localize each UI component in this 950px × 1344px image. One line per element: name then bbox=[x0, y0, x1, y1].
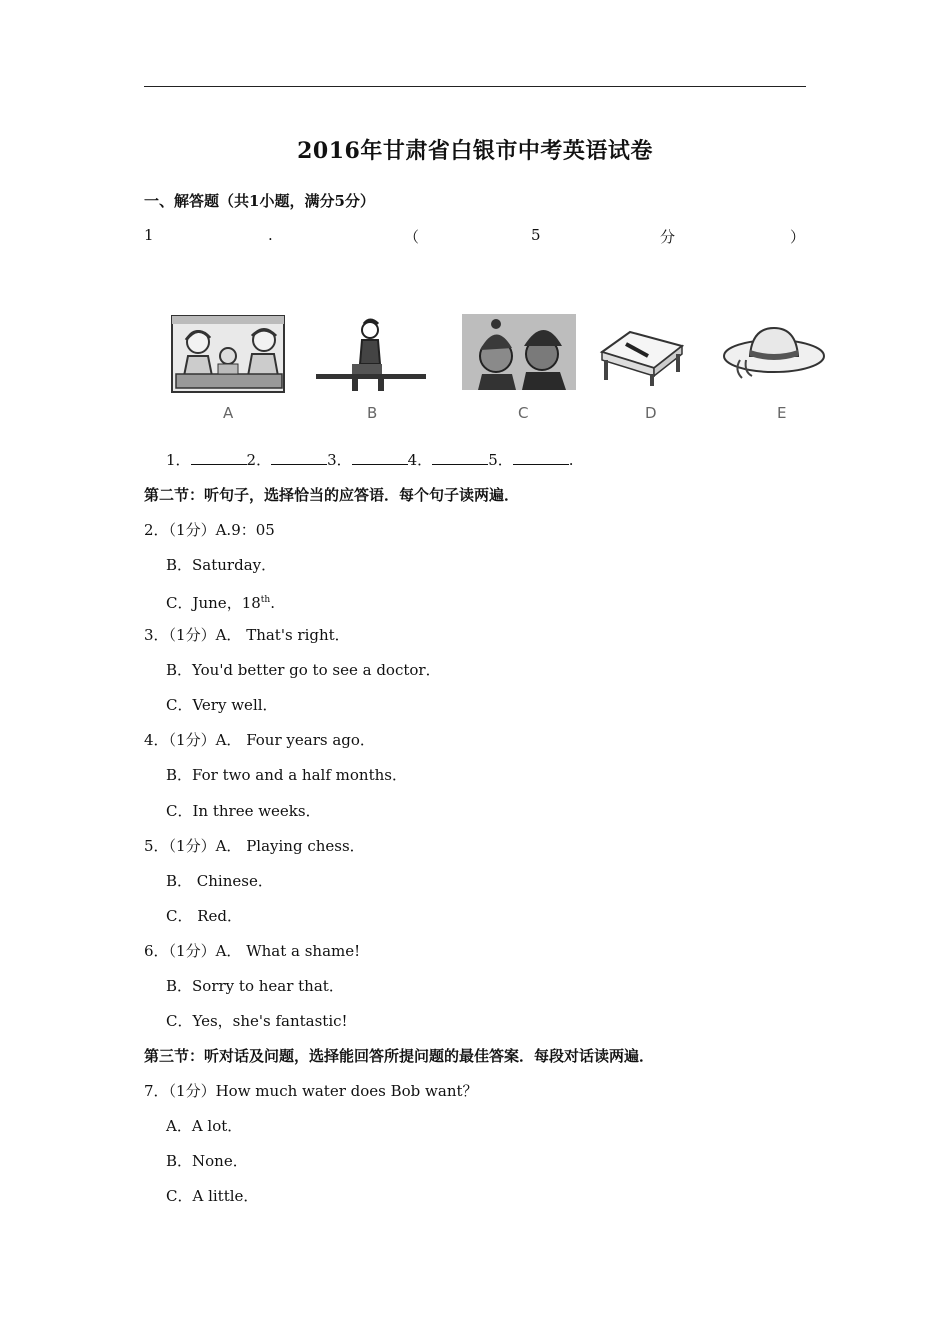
blank-1[interactable] bbox=[191, 450, 247, 465]
picture-label-c: C bbox=[518, 404, 529, 422]
q7-option-c: C．A little． bbox=[166, 1187, 259, 1205]
q1-score: 5 bbox=[531, 226, 541, 244]
q2-option-c-sup: th bbox=[260, 595, 271, 605]
q4-option-b: B．For two and a half months． bbox=[166, 766, 407, 784]
q2-option-b: B．Saturday． bbox=[166, 556, 277, 574]
question-1-row bbox=[144, 226, 804, 246]
blank-label-2: 2． bbox=[246, 451, 272, 469]
q3-stem: 3．（1分）A． That's right． bbox=[144, 626, 350, 644]
blank-label-1: 1． bbox=[166, 451, 191, 469]
picture-d-pencil-desk-image bbox=[596, 312, 684, 388]
q2-stem: 2．（1分）A.9：05 bbox=[144, 521, 275, 539]
q3-option-c: C．Very well． bbox=[166, 696, 278, 714]
blank-2[interactable] bbox=[271, 450, 327, 465]
q5-stem: 5．（1分）A． Playing chess． bbox=[144, 837, 365, 855]
q7-option-b: B．None． bbox=[166, 1152, 248, 1170]
picture-label-a: A bbox=[223, 404, 234, 422]
q2-option-c bbox=[166, 590, 275, 613]
picture-label-b: B bbox=[367, 404, 378, 422]
blank-4[interactable] bbox=[432, 450, 488, 465]
section3-heading: 第三节：听对话及问题，选择能回答所提问题的最佳答案．每段对话读两遍． bbox=[144, 1047, 655, 1065]
q5-option-b: B． Chinese． bbox=[166, 872, 273, 890]
blank-label-5: 5． bbox=[488, 451, 513, 469]
q6-option-b: B．Sorry to hear that． bbox=[166, 977, 344, 995]
q1-number: 1 bbox=[144, 226, 154, 244]
page-title: 2016年甘肃省白银市中考英语试卷 bbox=[297, 138, 653, 164]
q4-stem: 4．（1分）A． Four years ago． bbox=[144, 731, 375, 749]
q5-option-c: C． Red． bbox=[166, 907, 243, 925]
blank-3[interactable] bbox=[352, 450, 408, 465]
q1-rparen: ） bbox=[790, 228, 806, 246]
q6-stem: 6．（1分）A． What a shame! bbox=[144, 942, 361, 960]
q1-answer-blanks bbox=[166, 450, 574, 470]
picture-b-person-bench-image bbox=[312, 312, 428, 396]
picture-label-e: E bbox=[777, 404, 787, 422]
q6-option-c: C．Yes，she's fantastic! bbox=[166, 1012, 348, 1030]
blank-5[interactable] bbox=[513, 450, 569, 465]
q1-fen: 分 bbox=[660, 228, 676, 246]
q7-stem: 7．（1分）How much water does Bob want？ bbox=[144, 1082, 478, 1100]
q3-option-b: B．You'd better go to see a doctor． bbox=[166, 661, 441, 679]
picture-label-d: D bbox=[645, 404, 657, 422]
blank-label-4: 4． bbox=[407, 451, 433, 469]
blank-end: . bbox=[568, 451, 574, 469]
picture-a-children-table-image bbox=[170, 312, 286, 396]
q2-option-c-text: C．June，18 bbox=[166, 594, 261, 612]
section2-heading: 第二节：听句子，选择恰当的应答语．每个句子读两遍． bbox=[144, 486, 520, 504]
top-rule bbox=[144, 86, 806, 87]
q1-dot: . bbox=[268, 226, 273, 244]
picture-c-two-people-image bbox=[462, 312, 576, 392]
blank-label-3: 3． bbox=[327, 451, 352, 469]
q2-option-c-end: . bbox=[270, 594, 275, 612]
picture-e-hat-image bbox=[720, 312, 826, 388]
q4-option-c: C．In three weeks． bbox=[166, 802, 321, 820]
q1-lparen: （ bbox=[404, 228, 420, 246]
q7-option-a: A．A lot． bbox=[166, 1117, 243, 1135]
section1-heading: 一、解答题（共1小题，满分5分） bbox=[144, 192, 375, 210]
